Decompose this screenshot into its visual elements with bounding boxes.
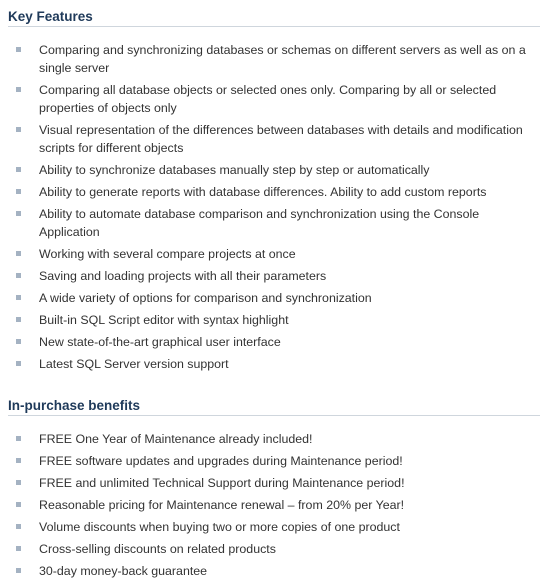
list-item: Comparing and synchronizing databases or schemas on different servers as well as on a single server xyxy=(0,41,548,77)
list-item: A wide variety of options for comparison and synchronization xyxy=(0,289,548,307)
list-item: Latest SQL Server version support xyxy=(0,355,548,373)
list-item: Ability to synchronize databases manually step by step or automatically xyxy=(0,161,548,179)
list-item: Comparing all database objects or selected ones only. Comparing by all or selected properties of objects only xyxy=(0,81,548,117)
square-bullet-icon xyxy=(16,502,21,507)
list-item: Volume discounts when buying two or more copies of one product xyxy=(0,518,548,536)
square-bullet-icon xyxy=(16,127,21,132)
square-bullet-icon xyxy=(16,273,21,278)
key-features-heading: Key Features xyxy=(8,0,540,27)
list-item: FREE One Year of Maintenance already included! xyxy=(0,430,548,448)
list-item: Working with several compare projects at once xyxy=(0,245,548,263)
list-item: Reasonable pricing for Maintenance renewal – from 20% per Year! xyxy=(0,496,548,514)
square-bullet-icon xyxy=(16,295,21,300)
square-bullet-icon xyxy=(16,524,21,529)
square-bullet-icon xyxy=(16,339,21,344)
list-item: Visual representation of the differences between databases with details and modification scripts for different objects xyxy=(0,121,548,157)
square-bullet-icon xyxy=(16,167,21,172)
list-item: Ability to automate database comparison and synchronization using the Console Application xyxy=(0,205,548,241)
square-bullet-icon xyxy=(16,436,21,441)
square-bullet-icon xyxy=(16,480,21,485)
square-bullet-icon xyxy=(16,361,21,366)
in-purchase-benefits-heading: In-purchase benefits xyxy=(8,389,540,416)
list-item: Ability to generate reports with database differences. Ability to add custom reports xyxy=(0,183,548,201)
square-bullet-icon xyxy=(16,47,21,52)
square-bullet-icon xyxy=(16,568,21,573)
square-bullet-icon xyxy=(16,251,21,256)
square-bullet-icon xyxy=(16,189,21,194)
list-item: Saving and loading projects with all their parameters xyxy=(0,267,548,285)
square-bullet-icon xyxy=(16,317,21,322)
list-item: Cross-selling discounts on related products xyxy=(0,540,548,558)
list-item: FREE and unlimited Technical Support during Maintenance period! xyxy=(0,474,548,492)
square-bullet-icon xyxy=(16,211,21,216)
square-bullet-icon xyxy=(16,87,21,92)
list-item: New state-of-the-art graphical user interface xyxy=(0,333,548,351)
square-bullet-icon xyxy=(16,458,21,463)
list-item: Built-in SQL Script editor with syntax highlight xyxy=(0,311,548,329)
in-purchase-benefits-section xyxy=(0,389,548,578)
in-purchase-benefits-list xyxy=(0,430,548,584)
list-item: FREE software updates and upgrades during Maintenance period! xyxy=(0,452,548,470)
square-bullet-icon xyxy=(16,546,21,551)
key-features-list xyxy=(0,41,548,377)
list-item: 30-day money-back guarantee xyxy=(0,562,548,580)
